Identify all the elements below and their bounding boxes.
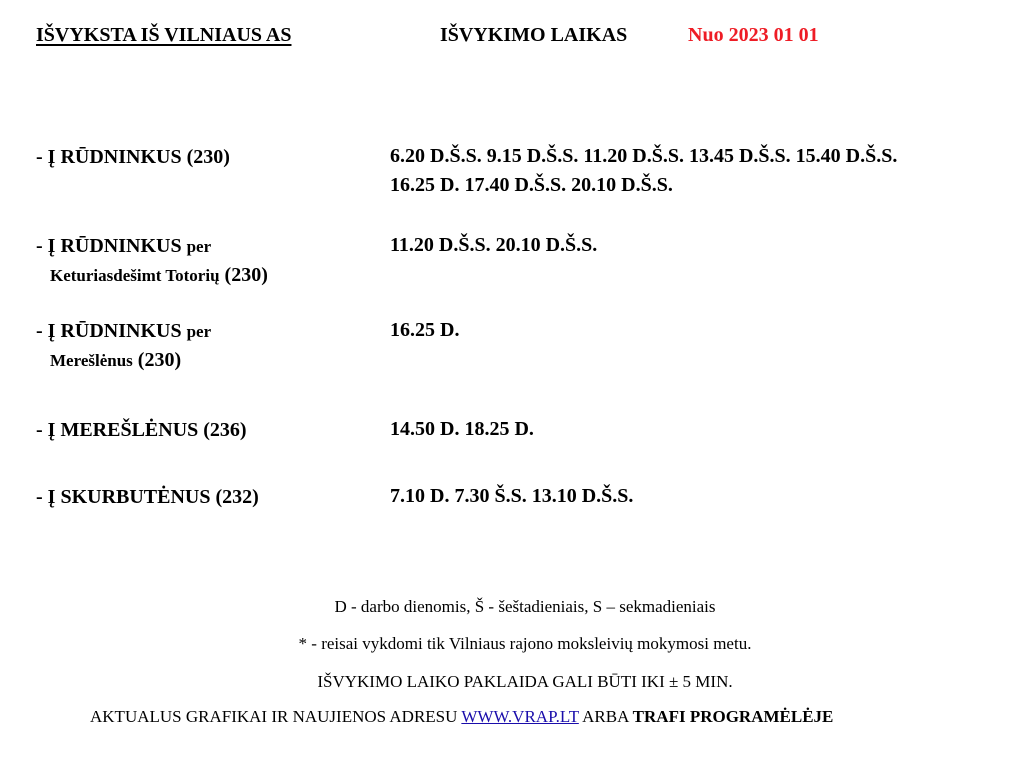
route-rudninkus-label: - Į RŪDNINKUS (230) — [36, 146, 230, 168]
route-via: per — [186, 322, 212, 341]
school-note: * - reisai vykdomi tik Vilniaus rajono moksleivių mokymosi metu. — [298, 634, 752, 653]
valid-from-date: Nuo 2023 01 01 — [688, 24, 819, 46]
times-line: 11.20 D.Š.S. 20.10 D.Š.S. — [390, 234, 598, 256]
route-rudninkus-via-totoriu-label — [36, 234, 211, 259]
route-mereslenus-label: - Į MEREŠLĖNUS (236) — [36, 419, 247, 441]
route-skurbutenus-label: - Į SKURBUTĖNUS (232) — [36, 486, 259, 508]
times-line: 14.50 D. 18.25 D. — [390, 418, 534, 440]
route-rudninkus-via-mereslenus-label — [36, 319, 211, 344]
route-number: (230) — [224, 264, 268, 286]
route-name: - Į RŪDNINKUS — [36, 235, 182, 257]
page-title: IŠVYKSTA IŠ VILNIAUS AS — [36, 24, 292, 46]
route-via-place — [50, 263, 268, 288]
route-number: (230) — [137, 349, 182, 371]
times-line: 6.20 D.Š.S. 9.15 D.Š.S. 11.20 D.Š.S. 13.45 D.Š.S. 15.40 D.Š.S. — [390, 145, 898, 167]
times-line: 7.10 D. 7.30 Š.S. 13.10 D.Š.S. — [390, 485, 634, 507]
route-name: - Į RŪDNINKUS — [36, 320, 182, 342]
route-rudninkus-times — [390, 142, 897, 200]
info-note — [90, 706, 833, 728]
vrap-website-link[interactable]: WWW.VRAP.LT — [461, 707, 579, 726]
tolerance-note: IŠVYKIMO LAIKO PAKLAIDA GALI BŪTI IKI ± 5 MIN. — [317, 672, 733, 691]
via-place-name: Keturiasdešimt Totorių — [50, 266, 220, 285]
route-rudninkus-via-mereslenus-times — [390, 316, 459, 345]
via-place-name: Merešlėnus — [50, 351, 133, 370]
times-line: 16.25 D. — [390, 319, 460, 341]
legend-note: D - darbo dienomis, Š - šeštadieniais, S – sekmadieniais — [334, 597, 716, 616]
info-middle: ARBA — [582, 707, 629, 726]
route-skurbutenus-times — [390, 482, 633, 511]
route-mereslenus-times — [390, 415, 534, 444]
info-prefix: AKTUALUS GRAFIKAI IR NAUJIENOS ADRESU — [90, 707, 458, 726]
trafi-app-text: TRAFI PROGRAMĖLĖJE — [632, 707, 834, 726]
times-line: 16.25 D. 17.40 D.Š.S. 20.10 D.Š.S. — [390, 174, 673, 196]
departure-time-heading: IŠVYKIMO LAIKAS — [440, 24, 628, 46]
route-via: per — [186, 237, 212, 256]
route-rudninkus-via-totoriu-times — [390, 231, 597, 260]
route-via-place — [50, 348, 181, 373]
